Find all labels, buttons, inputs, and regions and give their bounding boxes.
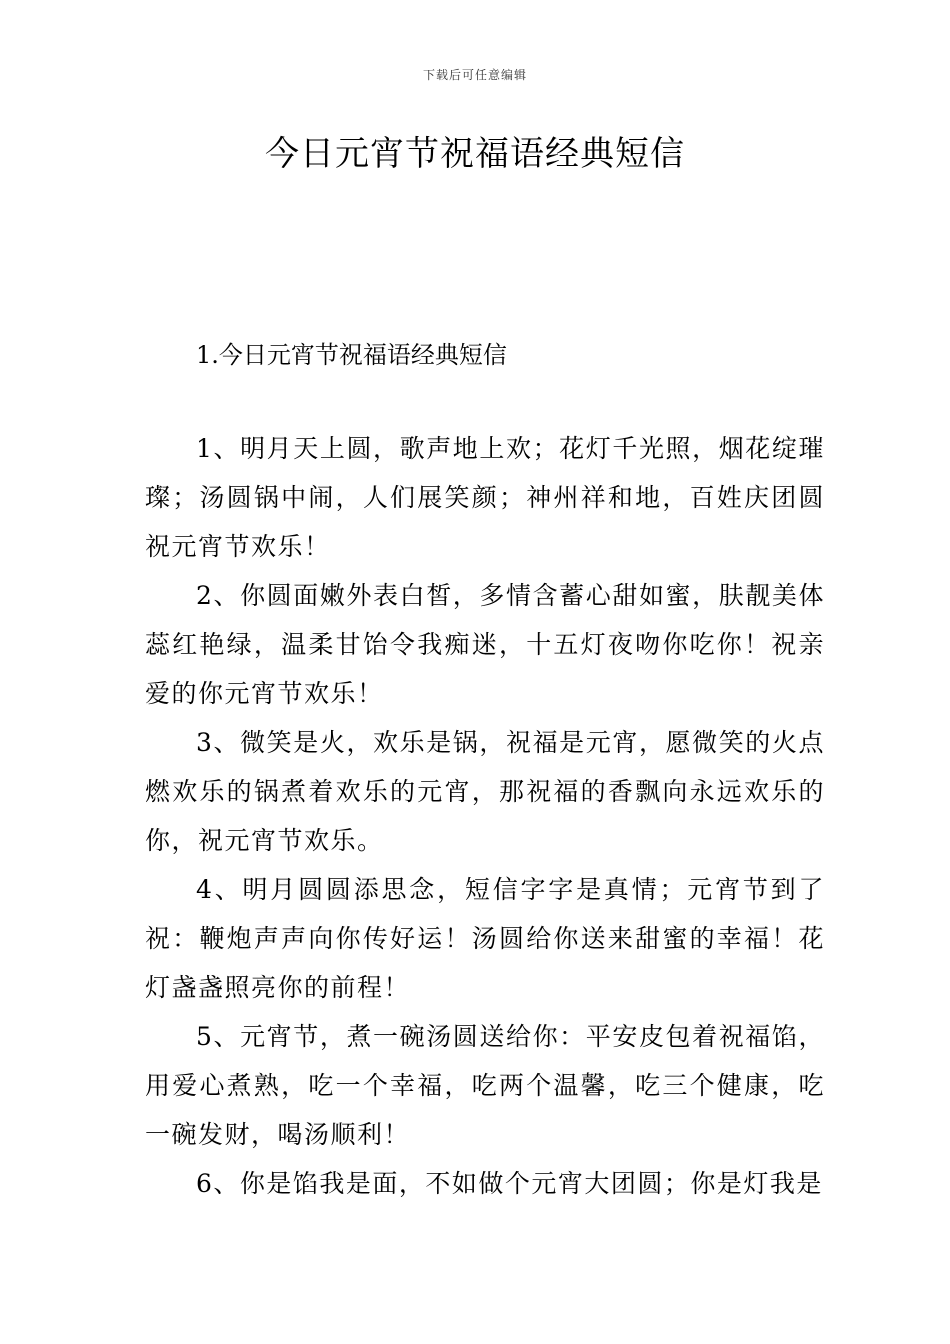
- paragraph: 3、微笑是火，欢乐是锅，祝福是元宵，愿微笑的火点燃欢乐的锅煮着欢乐的元宵，那祝福的香飘向永远欢乐的你，祝元宵节欢乐。: [145, 728, 825, 855]
- paragraph: 6、你是馅我是面，不如做个元宵大团圆；你是灯我是: [196, 1169, 823, 1198]
- paragraph: 2、你圆面嫩外表白皙，多情含蓄心甜如蜜，肤靓美体蕊红艳绿，温柔甘饴令我痴迷，十五灯夜吻你吃你！祝亲爱的你元宵节欢乐！: [145, 581, 825, 708]
- paragraph: 4、明月圆圆添思念，短信字字是真情；元宵节到了祝：鞭炮声声向你传好运！汤圆给你送来甜蜜的幸福！花灯盏盏照亮你的前程！: [145, 875, 825, 1002]
- paragraph: 5、元宵节，煮一碗汤圆送给你：平安皮包着祝福馅，用爱心煮熟，吃一个幸福，吃两个温馨，吃三个健康，吃一碗发财，喝汤顺利！: [145, 1022, 825, 1149]
- paragraph: 1、明月天上圆，歌声地上欢；花灯千光照，烟花绽璀璨；汤圆锅中闹，人们展笑颜；神州祥和地，百姓庆团圆祝元宵节欢乐！: [145, 434, 825, 561]
- header-note: 下载后可任意编辑: [422, 68, 527, 82]
- section-heading: 1.今日元宵节祝福语经典短信: [196, 341, 507, 369]
- body-text: [145, 424, 825, 1208]
- document-title: 今日元宵节祝福语经典短信: [265, 134, 685, 174]
